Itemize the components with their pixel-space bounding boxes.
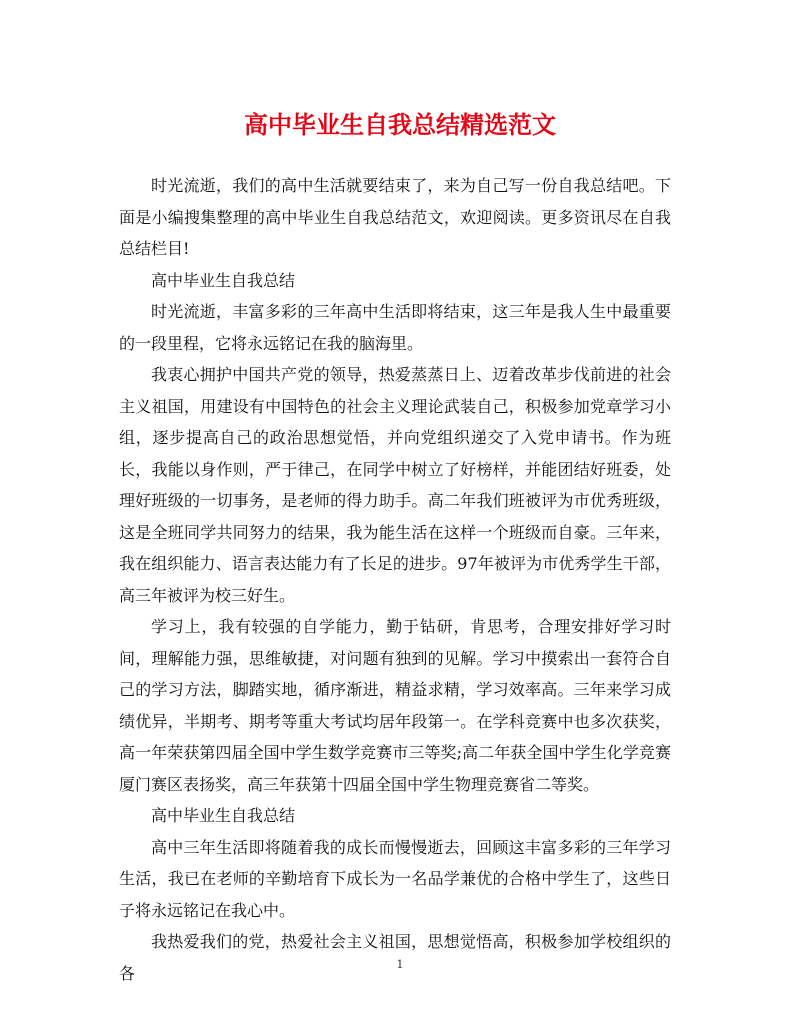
section-heading: 高中毕业生自我总结 (151, 270, 296, 290)
section-heading: 高中毕业生自我总结 (151, 806, 296, 825)
paragraph-intro: 时光流逝，我们的高中生活就要结束了，来为自己写一份自我总结吧。下面是小编搜集整理的高中毕业生自我总结范文，欢迎阅读。更多资讯尽在自我总结栏目! (119, 176, 671, 258)
paragraph: 时光流逝，丰富多彩的三年高中生活即将结束，这三年是我人生中最重要的一段里程，它将永远铭记在我的脑海里。 (119, 302, 671, 353)
document-body (119, 170, 671, 989)
page-number: 1 (396, 958, 404, 971)
paragraph: 学习上，我有较强的自学能力，勤于钻研，肯思考，合理安排好学习时间，理解能力强，思维敏捷，对问题有独到的见解。学习中摸索出一套符合自己的学习方法，脚踏实地，循序渐进，精益求精，学习效率高。三年来学习成绩优异，半期考、期考等重大考试均居年段第一。在学科竞赛中也多次获奖，高一年荣获第四届全国中学生数学竞赛市三等奖;高二年获全国中学生化学竞赛厦门赛区表扬奖，高三年获第十四届全国中学生物理竞赛省二等奖。 (119, 617, 671, 794)
document-title: 高中毕业生自我总结精选范文 (244, 110, 556, 139)
paragraph: 高中三年生活即将随着我的成长而慢慢逝去，回顾这丰富多彩的三年学习生活，我已在老师的辛勤培育下成长为一名品学兼优的合格中学生了，这些日子将永远铭记在我心中。 (119, 837, 671, 920)
paragraph: 我衷心拥护中国共产党的领导，热爱蒸蒸日上、迈着改革步伐前进的社会主义祖国，用建设有中国特色的社会主义理论武装自己，积极参加党章学习小组，逐步提高自己的政治思想觉悟，并向党组织递交了入党申请书。作为班长，我能以身作则，严于律己，在同学中树立了好榜样，并能团结好班委，处理好班级的一切事务，是老师的得力助手。高二年我们班被评为市优秀班级，这是全班同学共同努力的结果，我为能生活在这样一个班级而自豪。三年来，我在组织能力、语言表达能力有了长足的进步。97年被评为市优秀学生干部，高三年被评为校三好生。 (119, 365, 671, 605)
paragraph: 我热爱我们的党，热爱社会主义祖国，思想觉悟高，积极参加学校组织的各 (119, 932, 671, 983)
